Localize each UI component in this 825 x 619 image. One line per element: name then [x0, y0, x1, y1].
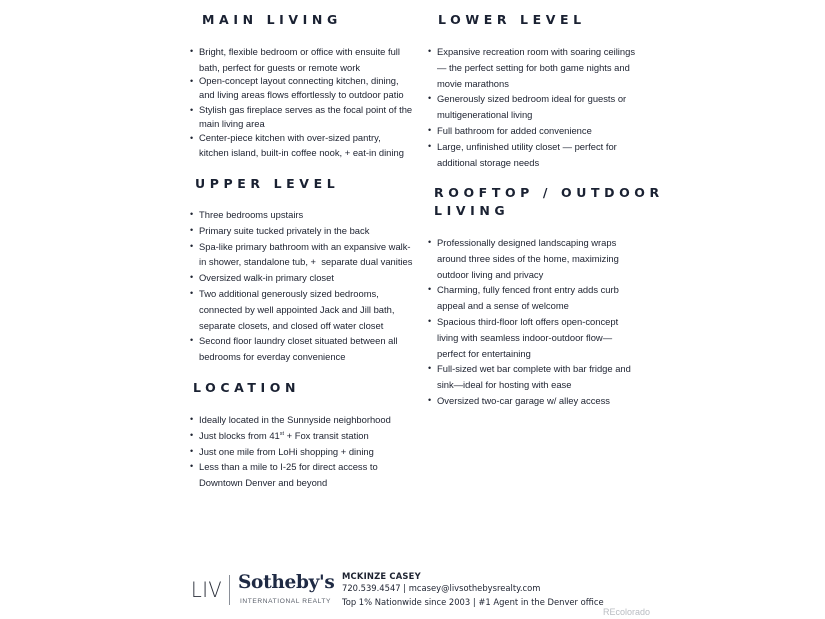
list-item: [190, 459, 391, 491]
item-line: kitchen island, built-in coffee nook, + eat-in dining: [199, 146, 404, 158]
bullet-icon: •: [428, 124, 432, 135]
item-line: Stylish gas fireplace serves as the focal point of the: [199, 103, 413, 115]
bullet-icon: •: [190, 272, 194, 283]
list-item: [428, 282, 631, 314]
bullet-icon: •: [428, 284, 432, 295]
item-line: perfect for entertaining: [437, 347, 531, 359]
logo-subtitle: INTERNATIONAL REALTY: [240, 598, 332, 605]
bullet-icon: •: [190, 104, 194, 115]
list-item: [190, 444, 391, 460]
section-heading-upper-level: UPPER LEVEL: [195, 176, 340, 191]
list-item: [190, 412, 391, 428]
ordinal-suffix: st: [279, 430, 285, 437]
item-line: Open-concept layout connecting kitchen, dining,: [199, 75, 399, 87]
list-item: [190, 270, 412, 286]
item-line: Ideally located in the Sunnyside neighborhood: [199, 414, 391, 425]
list-item: [190, 333, 412, 365]
recolorado-watermark: REcolorado: [603, 607, 651, 617]
bullet-icon: •: [190, 76, 194, 87]
list-item: [428, 123, 635, 139]
list-item: [190, 428, 391, 444]
bullet-icon: •: [190, 461, 194, 472]
item-line: Full-sized wet bar complete with bar fridge and: [437, 363, 631, 375]
item-line: Expansive recreation room with soaring ceilings: [437, 46, 636, 57]
item-line: multigenerational living: [437, 109, 533, 121]
agent-tagline: Top 1% Nationwide since 2003 | #1 Agent in the Denver office: [342, 597, 604, 607]
bullet-icon: •: [190, 429, 194, 440]
upper-level-list: [190, 207, 413, 365]
list-item: [428, 361, 631, 393]
item-line: Generously sized bedroom ideal for guests or: [437, 93, 627, 105]
item-line: Primary suite tucked privately in the back: [199, 224, 370, 236]
bullet-icon: •: [190, 335, 194, 346]
item-line: bath, perfect for guests or remote work: [199, 61, 361, 73]
item-line: [199, 428, 391, 444]
bullet-icon: •: [428, 363, 432, 374]
heading-line: LIVING: [434, 203, 510, 218]
bullet-icon: •: [190, 287, 194, 298]
item-line: Spa-like primary bathroom with an expansive walk-: [199, 240, 411, 252]
item-line: separate closets, and closed off water closet: [199, 319, 384, 331]
item-line: Bright, flexible bedroom or office with ensuite full: [199, 46, 400, 57]
item-line: — the perfect setting for both game nights and: [437, 61, 630, 73]
item-line: additional storage needs: [437, 156, 540, 168]
item-line: bedrooms for everday convenience: [199, 351, 346, 363]
bullet-icon: •: [190, 209, 194, 219]
item-line: Downtown Denver and beyond: [199, 477, 328, 489]
item-line: Professionally designed landscaping wraps: [437, 237, 617, 248]
bullet-icon: •: [428, 237, 432, 247]
list-item: [190, 131, 412, 160]
list-item: [190, 207, 412, 223]
agent-contact: 720.539.4547 | mcasey@livsothebysrealty.com: [342, 583, 541, 593]
heading-line: ROOFTOP / OUTDOOR: [434, 185, 664, 200]
section-heading-lower-level: LOWER LEVEL: [438, 12, 586, 27]
agent-name: MCKINZE CASEY: [342, 571, 421, 581]
item-line: Oversized two-car garage w/ alley access: [437, 394, 610, 406]
item-line: Spacious third-floor loft offers open-concept: [437, 315, 619, 327]
item-line: Three bedrooms upstairs: [199, 209, 304, 220]
item-line: appeal and a sense of welcome: [437, 300, 569, 312]
bullet-icon: •: [428, 394, 432, 405]
item-line: Large, unfinished utility closet — perfect for: [437, 140, 617, 152]
item-line: Full bathroom for added convenience: [437, 124, 592, 136]
list-item: [190, 286, 412, 333]
item-line: Center-piece kitchen with over-sized pantry,: [199, 132, 381, 144]
section-heading-location: LOCATION: [193, 380, 301, 395]
list-item: [190, 103, 413, 132]
list-item: [190, 74, 412, 103]
item-line: Second floor laundry closet situated between all: [199, 335, 398, 347]
liv-logo-text: LIV: [191, 578, 223, 602]
list-item: [428, 393, 631, 409]
item-line: outdoor living and privacy: [437, 268, 544, 280]
rooftop-list: [428, 235, 631, 409]
sothebys-logo-text: Sotheby's: [238, 572, 335, 593]
section-heading-rooftop-outdoor-living: [434, 184, 664, 220]
section-heading-main-living: MAIN LIVING: [202, 12, 342, 27]
logo-divider: [229, 575, 230, 605]
bullet-icon: •: [190, 46, 194, 56]
list-item: [190, 223, 412, 239]
list-item: [428, 91, 635, 123]
item-line: around three sides of the home, maximizing: [437, 252, 619, 264]
list-item: [428, 314, 631, 361]
item-line: Oversized walk-in primary closet: [199, 272, 334, 284]
item-line: movie marathons: [437, 77, 509, 89]
bullet-icon: •: [428, 140, 432, 151]
item-line: Less than a mile to I-25 for direct access to: [199, 461, 378, 473]
bullet-icon: •: [190, 224, 194, 235]
item-line: and living areas flows effortlessly to outdoor patio: [199, 89, 404, 101]
bullet-icon: •: [428, 46, 432, 56]
location-list: [190, 412, 391, 491]
bullet-icon: •: [190, 414, 194, 424]
lower-level-list: [428, 44, 636, 170]
main-living-list: [190, 44, 413, 160]
list-item: [428, 139, 635, 171]
list-item: [428, 44, 636, 91]
item-line: living with seamless indoor-outdoor flow—: [437, 331, 613, 343]
item-line: connected by well appointed Jack and Jill bath,: [199, 303, 395, 315]
item-line: Two additional generously sized bedrooms,: [199, 287, 379, 299]
bullet-icon: •: [428, 93, 432, 104]
item-line: Just one mile from LoHi shopping + dining: [199, 445, 374, 457]
item-text: Just blocks from 41: [199, 429, 280, 441]
item-line: sink—ideal for hosting with ease: [437, 379, 572, 391]
list-item: [190, 44, 412, 76]
bullet-icon: •: [428, 315, 432, 326]
list-item: [428, 235, 631, 282]
bullet-icon: •: [190, 240, 194, 251]
item-text: + Fox transit station: [284, 429, 369, 441]
bullet-icon: •: [190, 133, 194, 144]
list-item: [190, 239, 413, 271]
item-line: Charming, fully fenced front entry adds curb: [437, 284, 619, 296]
item-line: main living area: [199, 117, 265, 129]
bullet-icon: •: [190, 445, 194, 456]
item-line: in shower, standalone tub, + separate dual vanities: [199, 256, 413, 268]
